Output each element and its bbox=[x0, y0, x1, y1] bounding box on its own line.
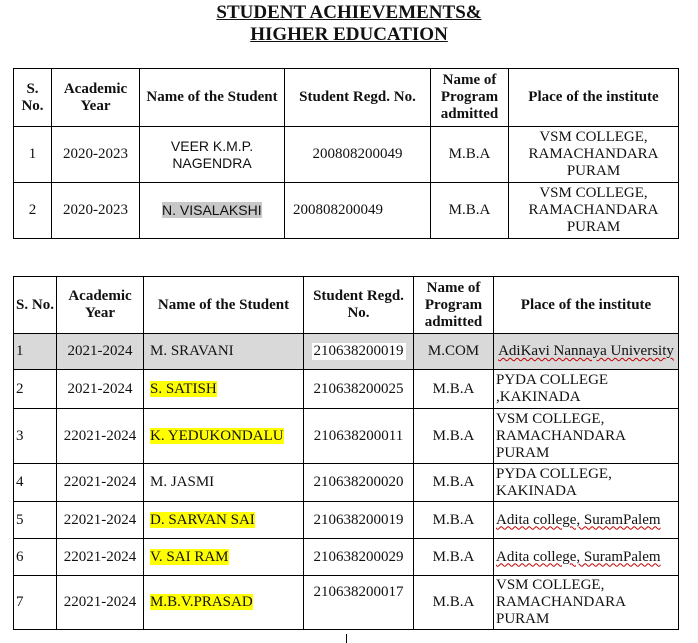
table-header-row bbox=[14, 69, 679, 127]
cell-program: M.B.A bbox=[431, 127, 509, 183]
regd-text: 210638200019 bbox=[313, 343, 404, 359]
cell-sno: 2 bbox=[14, 183, 52, 239]
cell-program: M.B.A bbox=[414, 370, 494, 409]
cell-regd: 210638200025 bbox=[304, 370, 414, 409]
header-sno: S. No. bbox=[14, 69, 52, 127]
cell-name bbox=[144, 502, 304, 539]
cell-place: PYDA COLLEGE ,KAKINADA bbox=[494, 370, 679, 409]
cell-sno: 6 bbox=[14, 539, 57, 576]
cell-year: 22021-2024 bbox=[57, 539, 144, 576]
header-place: Place of the institute bbox=[494, 277, 679, 334]
cell-year: 2020-2023 bbox=[52, 183, 140, 239]
place-text: Adita college, SuramPalem bbox=[496, 511, 661, 528]
header-place: Place of the institute bbox=[509, 69, 679, 127]
cell-name bbox=[144, 539, 304, 576]
cell-year: 22021-2024 bbox=[57, 464, 144, 502]
cell-sno: 4 bbox=[14, 464, 57, 502]
cell-regd: 210638200020 bbox=[304, 464, 414, 502]
cell-year: 2021-2024 bbox=[57, 370, 144, 409]
header-sno: S. No. bbox=[14, 277, 57, 334]
cell-year: 2020-2023 bbox=[52, 127, 140, 183]
highlighted-name: K. YEDUKONDALU bbox=[150, 427, 284, 444]
cell-program: M.B.A bbox=[414, 576, 494, 630]
cell-name bbox=[144, 370, 304, 409]
cell-regd: 210638200011 bbox=[304, 409, 414, 464]
table-row bbox=[14, 334, 679, 370]
table-row bbox=[14, 370, 679, 409]
header-year: Academic Year bbox=[57, 277, 144, 334]
cell-regd: 200808200049 bbox=[285, 127, 431, 183]
cell-sno: 7 bbox=[14, 576, 57, 630]
cell-place: VSM COLLEGE, RAMACHANDARA PURAM bbox=[509, 127, 679, 183]
table-row bbox=[14, 464, 679, 502]
cell-program: M.B.A bbox=[414, 464, 494, 502]
text-cursor bbox=[346, 634, 347, 643]
header-program: Name of Program admitted bbox=[414, 277, 494, 334]
table-row bbox=[14, 127, 679, 183]
cell-regd bbox=[304, 334, 414, 370]
cell-program: M.COM bbox=[414, 334, 494, 370]
cell-program: M.B.A bbox=[414, 409, 494, 464]
cell-place bbox=[494, 539, 679, 576]
place-text: AdiKavi Nannaya University bbox=[498, 343, 674, 359]
cell-place: PYDA COLLEGE, KAKINADA bbox=[494, 464, 679, 502]
table-row bbox=[14, 183, 679, 239]
achievements-table-1 bbox=[13, 68, 679, 239]
table-row bbox=[14, 409, 679, 464]
header-regd: Student Regd. No. bbox=[285, 69, 431, 127]
table-header-row bbox=[14, 277, 679, 334]
cell-name: M. SRAVANI bbox=[144, 334, 304, 370]
cell-year: 22021-2024 bbox=[57, 409, 144, 464]
highlighted-name: M.B.V.PRASAD bbox=[150, 594, 253, 610]
cell-place: VSM COLLEGE, RAMACHANDARA PURAM bbox=[494, 576, 679, 630]
cell-name bbox=[144, 576, 304, 630]
cell-name: VEER K.M.P. NAGENDRA bbox=[140, 127, 285, 183]
table-row bbox=[14, 539, 679, 576]
cell-sno: 2 bbox=[14, 370, 57, 409]
selected-name-text[interactable]: N. VISALAKSHI bbox=[162, 201, 262, 218]
place-text: Adita college, SuramPalem bbox=[496, 548, 661, 565]
cell-place: VSM COLLEGE, RAMACHANDARA PURAM bbox=[494, 409, 679, 464]
cell-regd: 210638200019 bbox=[304, 502, 414, 539]
header-program: Name of Program admitted bbox=[431, 69, 509, 127]
table-row bbox=[14, 502, 679, 539]
title-line-1: STUDENT ACHIEVEMENTS& bbox=[216, 2, 482, 23]
cell-regd: 210638200029 bbox=[304, 539, 414, 576]
cell-sno: 3 bbox=[14, 409, 57, 464]
cell-name bbox=[144, 409, 304, 464]
cell-place: VSM COLLEGE, RAMACHANDARA PURAM bbox=[509, 183, 679, 239]
header-name: Name of the Student bbox=[144, 277, 304, 334]
cell-program: M.B.A bbox=[414, 539, 494, 576]
highlighted-name: S. SATISH bbox=[150, 380, 217, 397]
cell-program: M.B.A bbox=[414, 502, 494, 539]
cell-name: M. JASMI bbox=[144, 464, 304, 502]
cell-regd: 200808200049 bbox=[285, 183, 431, 239]
title-line-2: HIGHER EDUCATION bbox=[250, 24, 448, 45]
header-name: Name of the Student bbox=[140, 69, 285, 127]
achievements-table-2 bbox=[13, 276, 679, 630]
cell-sno: 1 bbox=[14, 334, 57, 370]
document-title bbox=[0, 2, 698, 46]
cell-regd: 210638200017 bbox=[304, 576, 414, 630]
cell-year: 22021-2024 bbox=[57, 576, 144, 630]
table-row bbox=[14, 576, 679, 630]
cell-year: 2021-2024 bbox=[57, 334, 144, 370]
cell-place bbox=[494, 334, 679, 370]
highlighted-name: D. SARVAN SAI bbox=[150, 511, 255, 528]
cell-name bbox=[140, 183, 285, 239]
highlighted-name: V. SAI RAM bbox=[150, 548, 229, 565]
cell-program: M.B.A bbox=[431, 183, 509, 239]
cell-year: 22021-2024 bbox=[57, 502, 144, 539]
cell-sno: 5 bbox=[14, 502, 57, 539]
header-year: Academic Year bbox=[52, 69, 140, 127]
header-regd: Student Regd. No. bbox=[304, 277, 414, 334]
cell-place bbox=[494, 502, 679, 539]
cell-sno: 1 bbox=[14, 127, 52, 183]
